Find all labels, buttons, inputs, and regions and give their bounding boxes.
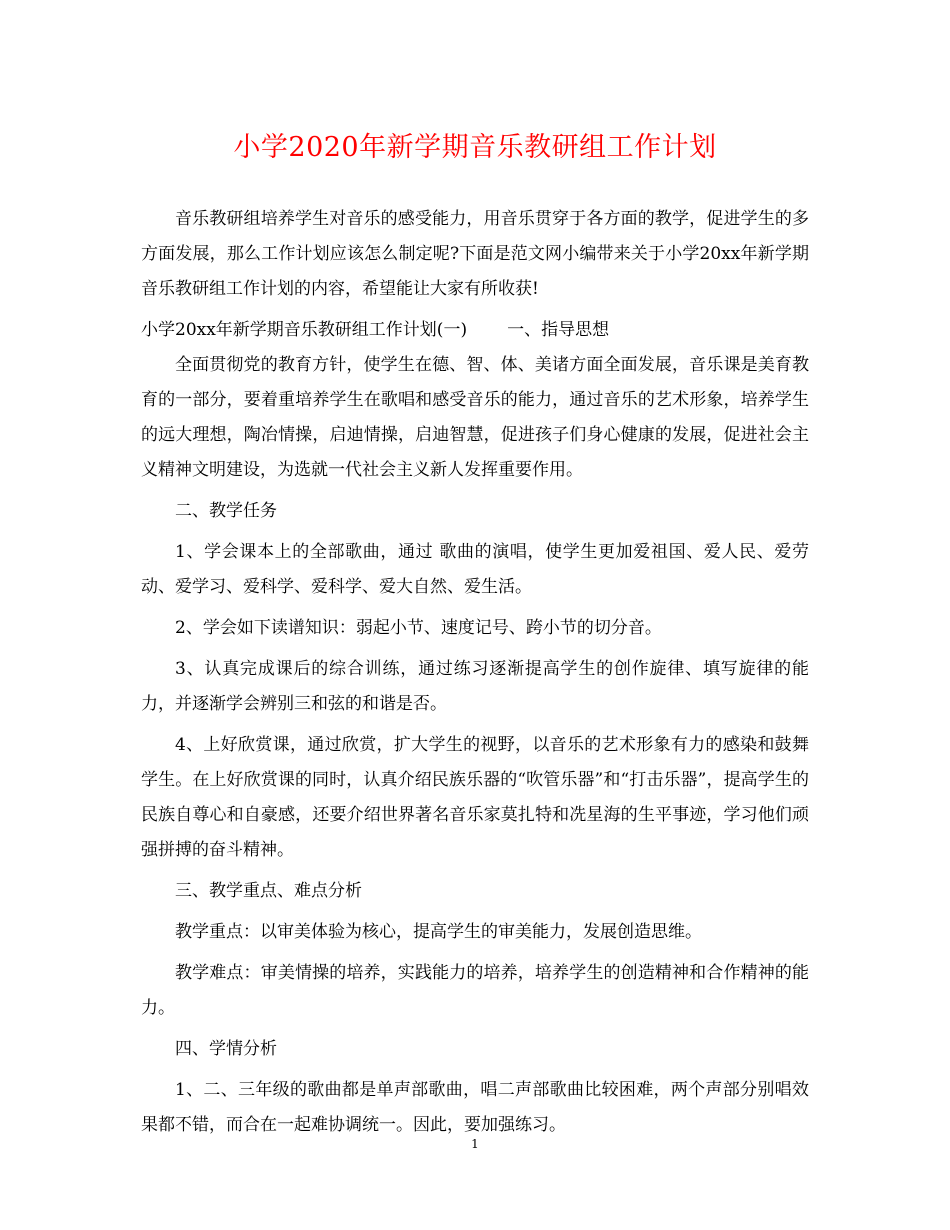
difficult-point-paragraph: 教学难点：审美情操的培养，实践能力的培养，培养学生的创造精神和合作精神的能力。 [141, 963, 809, 1018]
subtitle-line [141, 313, 809, 348]
teaching-task-1: 1、学会课本上的全部歌曲，通过 歌曲的演唱，使学生更加爱祖国、爱人民、爱劳动、爱学习、爱科学、爱科学、爱大自然、爱生活。 [141, 542, 809, 597]
document-title: 小学2020年新学期音乐教研组工作计划 [233, 132, 717, 163]
intro-paragraph: 音乐教研组培养学生对音乐的感受能力，用音乐贯穿于各方面的教学，促进学生的多方面发展，那么工作计划应该怎么制定呢?下面是范文网小编带来关于小学20xx年新学期音乐教研组工作计划的内容，希望能让大家有所收获! [141, 209, 809, 299]
learning-analysis-1: 1、二、三年级的歌曲都是单声部歌曲，唱二声部歌曲比较困难，两个声部分别唱效果都不错，而合在一起难协调统一。因此，要加强练习。 [141, 1080, 809, 1135]
teaching-task-4: 4、上好欣赏课，通过欣赏，扩大学生的视野，以音乐的艺术形象有力的感染和鼓舞学生。在上好欣赏课的同时，认真介绍民族乐器的“吹管乐器”和“打击乐器”，提高学生的民族自尊心和自豪感，还要介绍世界著名音乐家莫扎特和冼星海的生平事迹，学习他们顽强拼搏的奋斗精神。 [141, 735, 809, 860]
section-heading-teaching-tasks: 二、教学任务 [175, 501, 277, 521]
key-point-paragraph: 教学重点：以审美体验为核心，提高学生的审美能力，发展创造思维。 [175, 922, 702, 942]
page-number: 1 [471, 1137, 479, 1151]
teaching-task-3: 3、认真完成课后的综合训练，通过练习逐渐提高学生的创作旋律、填写旋律的能力，并逐渐学会辨别三和弦的和谐是否。 [141, 659, 809, 714]
document-body [141, 202, 809, 1143]
teaching-task-2: 2、学会如下读谱知识：弱起小节、速度记号、跨小节的切分音。 [175, 618, 662, 638]
guiding-ideology-paragraph: 全面贯彻党的教育方针，使学生在德、智、体、美诸方面全面发展，音乐课是美育教育的一部分，要着重培养学生在歌唱和感受音乐的能力，通过音乐的艺术形象，培养学生的远大理想，陶冶情操，启迪情操，启迪智慧，促进孩子们身心健康的发展，促进社会主义精神文明建设，为选就一代社会主义新人发挥重要作用。 [141, 355, 809, 480]
document-subtitle: 小学20xx年新学期音乐教研组工作计划(一) [141, 320, 468, 340]
section-heading-guiding-ideology: 一、指导思想 [507, 320, 610, 340]
section-heading-learning-analysis: 四、学情分析 [175, 1039, 277, 1059]
section-heading-key-difficult-points: 三、教学重点、难点分析 [175, 881, 362, 901]
